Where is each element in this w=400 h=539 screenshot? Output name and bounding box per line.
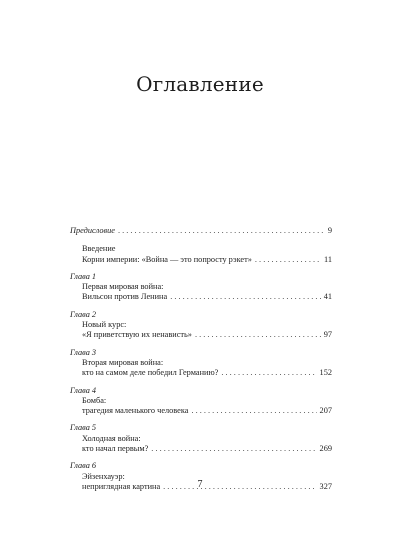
toc-entry-title: Предисловие — [70, 226, 115, 235]
table-of-contents — [70, 226, 332, 499]
toc-line — [82, 406, 332, 416]
toc-line — [82, 282, 332, 292]
page-number: 41 — [323, 292, 332, 302]
toc-entry-chapter-3[interactable] — [70, 348, 332, 379]
chapter-label: Глава 4 — [70, 385, 97, 395]
toc-line — [82, 434, 332, 444]
toc-entry-subtitle: Корни империи: «Война — это попросту рэкет» — [82, 254, 252, 264]
toc-line — [82, 255, 332, 265]
toc-entry-subtitle: кто на самом деле победил Германию? — [82, 368, 219, 378]
page-title: Оглавление — [136, 72, 264, 96]
toc-entry-subtitle: кто начал первым? — [82, 444, 149, 454]
chapter-label: Глава 3 — [70, 347, 97, 357]
toc-entry-title: Вторая мировая война: — [82, 357, 164, 367]
page-number: 97 — [323, 330, 332, 340]
toc-entry-subtitle: трагедия маленького человека — [82, 406, 189, 416]
toc-entry-title: Эйзенхауэр: — [82, 471, 125, 481]
toc-line — [82, 444, 332, 454]
toc-line — [82, 320, 332, 330]
page-number: 11 — [324, 254, 332, 264]
chapter-label: Глава 5 — [70, 423, 97, 433]
chapter-label: Глава 6 — [70, 461, 97, 471]
toc-line — [82, 330, 332, 340]
chapter-label: Глава 2 — [70, 309, 97, 319]
toc-entry-introduction[interactable] — [70, 244, 332, 265]
toc-entry-chapter-5[interactable] — [70, 423, 332, 454]
chapter-label: Глава 1 — [70, 271, 97, 281]
toc-line — [82, 244, 332, 254]
toc-entry-chapter-1[interactable] — [70, 272, 332, 303]
page-number: 327 — [319, 481, 332, 491]
leader-dots — [195, 330, 321, 340]
toc-entry-subtitle: неприглядная картина — [82, 481, 161, 491]
page-number: 9 — [327, 226, 332, 235]
toc-line — [82, 292, 332, 302]
leader-dots — [255, 255, 321, 265]
leader-dots — [221, 368, 316, 378]
toc-entry-title: Первая мировая война: — [82, 282, 164, 292]
leader-dots — [170, 292, 321, 302]
toc-entry-chapter-2[interactable] — [70, 310, 332, 341]
toc-line — [82, 396, 332, 406]
toc-entry-title: Бомба: — [82, 395, 107, 405]
toc-line — [70, 226, 332, 236]
toc-entry-subtitle: Вильсон против Ленина — [82, 292, 168, 302]
page-number: 269 — [319, 444, 332, 454]
leader-dots — [191, 406, 316, 416]
toc-line — [82, 358, 332, 368]
toc-entry-preface[interactable] — [70, 226, 332, 236]
leader-dots — [151, 444, 316, 454]
toc-entry-title: Новый курс: — [82, 320, 127, 330]
toc-line — [82, 368, 332, 378]
toc-entry-chapter-4[interactable] — [70, 386, 332, 417]
toc-entry-title: Введение — [82, 244, 116, 254]
toc-entry-title: Холодная война: — [82, 433, 141, 443]
page-number: 152 — [319, 368, 332, 378]
page-number: 207 — [319, 406, 332, 416]
page-folio-number: 7 — [197, 479, 203, 490]
leader-dots — [118, 226, 325, 236]
toc-entry-subtitle: «Я приветствую их ненависть» — [82, 330, 192, 340]
